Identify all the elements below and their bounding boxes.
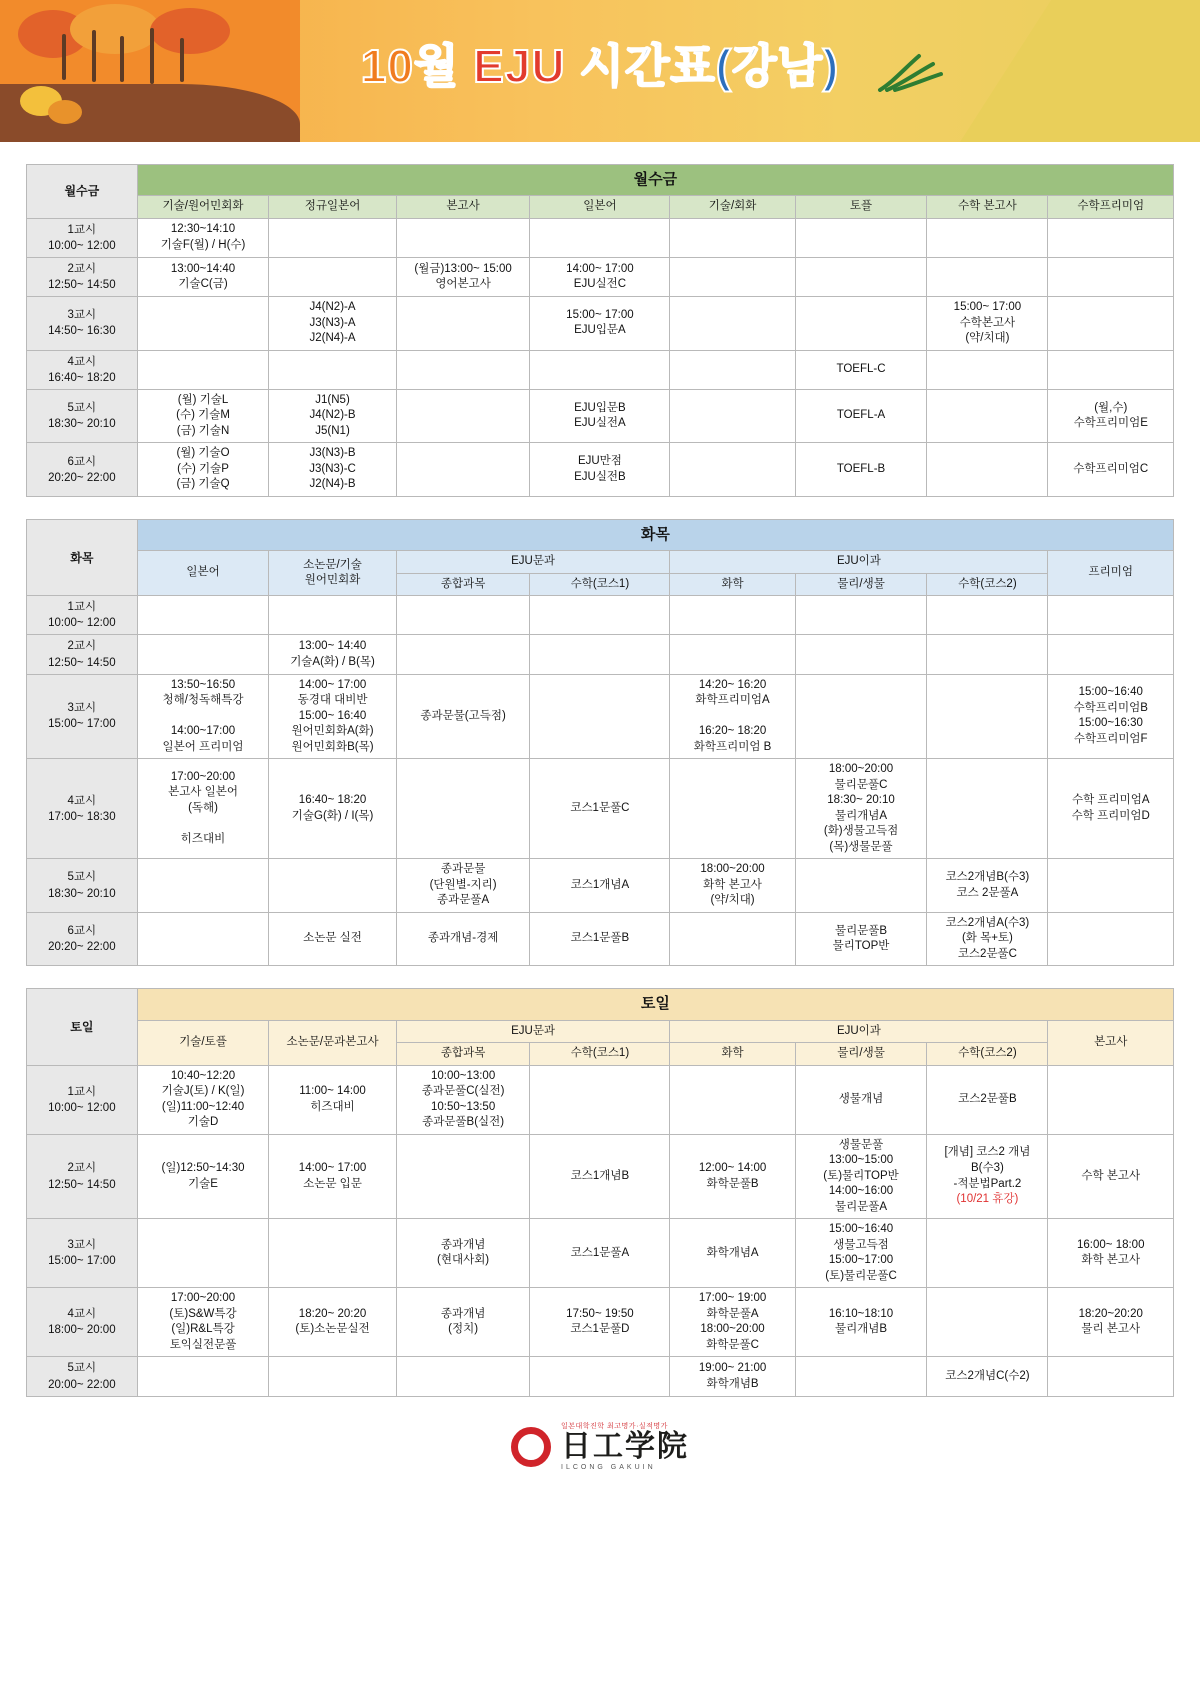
schedule-cell: 수학프리미엄C (1048, 443, 1174, 497)
schedule-cell (396, 759, 530, 859)
column-header: 토플 (795, 196, 927, 219)
schedule-cell: 17:50~ 19:50 코스1문풀D (530, 1288, 670, 1357)
group-header: EJU이과 (670, 551, 1048, 574)
schedule-cell (396, 297, 530, 351)
schedule-cell (530, 674, 670, 759)
title-part-month: 10월 (360, 40, 474, 92)
schedule-cell: 물리문풀B 물리TOP반 (795, 912, 927, 966)
schedule-cell (927, 1288, 1048, 1357)
schedule-cell: 16:00~ 18:00 화학 본고사 (1048, 1219, 1174, 1288)
schedule-cell (530, 1065, 670, 1134)
period-time-cell: 2교시 12:50~ 14:50 (27, 1134, 138, 1219)
schedule-cell (670, 389, 795, 443)
group-header: EJU문과 (396, 1020, 670, 1043)
period-time-cell: 4교시 16:40~ 18:20 (27, 350, 138, 389)
footer-logo (0, 1423, 1200, 1471)
section-title: 토일 (137, 989, 1173, 1020)
period-time-cell: 6교시 20:20~ 22:00 (27, 443, 138, 497)
schedule-cell: TOEFL-B (795, 443, 927, 497)
schedule-cell (137, 1219, 269, 1288)
schedule-cell (396, 1357, 530, 1396)
schedule-cell (137, 859, 269, 913)
schedule-cell: 종과개념-경제 (396, 912, 530, 966)
schedule-cell (1048, 257, 1174, 296)
schedule-cell (137, 297, 269, 351)
table-row (27, 218, 1174, 257)
schedule-cell (670, 350, 795, 389)
schedule-cell (269, 257, 396, 296)
schedule-cell: J4(N2)-A J3(N3)-A J2(N4)-A (269, 297, 396, 351)
schedule-cell: 15:00~16:40 생물고득점 15:00~17:00 (토)물리문풀C (795, 1219, 927, 1288)
title-part-eju: EJU (473, 40, 580, 92)
schedule-cell: 생물문풀 13:00~15:00 (토)물리TOP반 14:00~16:00 물리문풀A (795, 1134, 927, 1219)
schedule-cell: 14:00~ 17:00 소논문 입문 (269, 1134, 396, 1219)
schedule-cell (530, 218, 670, 257)
schedule-cell: 18:20~ 20:20 (토)소논문실전 (269, 1288, 396, 1357)
column-header: 소논문/기술 원어민회화 (269, 551, 396, 596)
schedule-cell: 소논문 실전 (269, 912, 396, 966)
schedule-cell (1048, 350, 1174, 389)
column-header: 수학(코스1) (530, 1043, 670, 1066)
period-time-cell: 2교시 12:50~ 14:50 (27, 257, 138, 296)
schedule-cell (795, 257, 927, 296)
column-header: 프리미엄 (1048, 551, 1174, 596)
schedule-cell (530, 596, 670, 635)
schedule-cell (795, 1357, 927, 1396)
schedule-cell (670, 596, 795, 635)
period-time-cell: 2교시 12:50~ 14:50 (27, 635, 138, 674)
column-header: 물리/생물 (795, 1043, 927, 1066)
period-time-cell: 3교시 15:00~ 17:00 (27, 674, 138, 759)
table-row (27, 1134, 1174, 1219)
schedule-cell (1048, 218, 1174, 257)
schedule-cell (269, 218, 396, 257)
schedule-cell: 12:00~ 14:00 화학문풀B (670, 1134, 795, 1219)
table-row (27, 350, 1174, 389)
corner-label: 화목 (27, 519, 138, 595)
schedule-cell: 14:00~ 17:00 EJU실전C (530, 257, 670, 296)
schedule-cell: 코스2개념C(수2) (927, 1357, 1048, 1396)
schedule-cell (670, 1065, 795, 1134)
schedule-cell: 13:50~16:50 청해/청독해특강 14:00~17:00 일본어 프리미엄 (137, 674, 269, 759)
schedule-cell: 19:00~ 21:00 화학개념B (670, 1357, 795, 1396)
period-time-cell: 3교시 15:00~ 17:00 (27, 1219, 138, 1288)
schedule-cell: 코스1개념B (530, 1134, 670, 1219)
schedule-cell: 14:20~ 16:20 화학프리미엄A 16:20~ 18:20 화학프리미엄 B (670, 674, 795, 759)
schedule-cell: (월) 기술L (수) 기술M (금) 기술N (137, 389, 269, 443)
schedule-cell: EJU입문B EJU실전A (530, 389, 670, 443)
table-row (27, 1219, 1174, 1288)
table-row (27, 674, 1174, 759)
schedule-cell (269, 1219, 396, 1288)
schedule-cell (795, 859, 927, 913)
schedule-cell (530, 350, 670, 389)
schedule-cell (670, 443, 795, 497)
title-part-schedule: 시간표 (579, 40, 716, 92)
schedule-cell (927, 674, 1048, 759)
schedule-cell (795, 297, 927, 351)
schedule-cell (1048, 596, 1174, 635)
column-header: 일본어 (137, 551, 269, 596)
schedule-cell (137, 1357, 269, 1396)
column-header: 수학(코스1) (530, 573, 670, 596)
schedule-cell: 13:00~14:40 기술C(금) (137, 257, 269, 296)
schedule-cell (670, 257, 795, 296)
schedule-cell: 18:20~20:20 물리 본고사 (1048, 1288, 1174, 1357)
table-satsun (26, 988, 1174, 1396)
column-header: 수학프리미엄 (1048, 196, 1174, 219)
schedule-cell (927, 218, 1048, 257)
table-row (27, 759, 1174, 859)
schedule-cell: 코스1개념A (530, 859, 670, 913)
schedule-cell: 종과문물(고득점) (396, 674, 530, 759)
column-header: 수학(코스2) (927, 573, 1048, 596)
schedule-cell (670, 912, 795, 966)
corner-label: 월수금 (27, 165, 138, 219)
schedule-cell: (월금)13:00~ 15:00 영어본고사 (396, 257, 530, 296)
schedule-cell: (일)12:50~14:30 기술E (137, 1134, 269, 1219)
section-title: 월수금 (137, 165, 1173, 196)
schedule-cell: J3(N3)-B J3(N3)-C J2(N4)-B (269, 443, 396, 497)
schedule-cell: 12:30~14:10 기술F(월) / H(수) (137, 218, 269, 257)
schedule-cell: TOEFL-C (795, 350, 927, 389)
period-time-cell: 4교시 17:00~ 18:30 (27, 759, 138, 859)
column-header: 본고사 (396, 196, 530, 219)
schedule-cell (1048, 297, 1174, 351)
schedule-cell: 종과문물 (단원별-지리) 종과문풀A (396, 859, 530, 913)
column-header: 정규일본어 (269, 196, 396, 219)
schedule-cell: 수학 프리미엄A 수학 프리미엄D (1048, 759, 1174, 859)
logo-subtitle: 일본대학진학 최고명가·실적명가 (561, 1422, 668, 1430)
schedule-cell: 코스2문풀B (927, 1065, 1048, 1134)
schedule-cell: 코스1문풀C (530, 759, 670, 859)
logo-romanization: ILCONG GAKUIN (561, 1463, 656, 1471)
schedule-cell: 15:00~16:40 수학프리미엄B 15:00~16:30 수학프리미엄F (1048, 674, 1174, 759)
schedule-cell: 15:00~ 17:00 수학본고사 (약/치대) (927, 297, 1048, 351)
schedule-cell: 13:00~ 14:40 기술A(화) / B(목) (269, 635, 396, 674)
table-row (27, 859, 1174, 913)
schedule-cell: (월,수) 수학프리미엄E (1048, 389, 1174, 443)
schedule-cell: 종과개념 (현대사회) (396, 1219, 530, 1288)
schedule-cell: 16:10~18:10 물리개념B (795, 1288, 927, 1357)
schedule-cell (396, 635, 530, 674)
schedule-cell (137, 596, 269, 635)
tables-container (0, 164, 1200, 1397)
period-time-cell: 1교시 10:00~ 12:00 (27, 1065, 138, 1134)
column-header: 본고사 (1048, 1020, 1174, 1065)
schedule-cell: EJU만점 EJU실전B (530, 443, 670, 497)
page-banner (0, 0, 1200, 142)
schedule-cell (795, 218, 927, 257)
schedule-cell: 코스1문풀A (530, 1219, 670, 1288)
schedule-cell (670, 759, 795, 859)
period-time-cell: 5교시 18:30~ 20:10 (27, 389, 138, 443)
schedule-cell (927, 635, 1048, 674)
schedule-cell: (월) 기술O (수) 기술P (금) 기술Q (137, 443, 269, 497)
schedule-cell (137, 350, 269, 389)
schedule-cell: 15:00~ 17:00 EJU입문A (530, 297, 670, 351)
schedule-cell (927, 443, 1048, 497)
table-row (27, 912, 1174, 966)
schedule-cell (137, 912, 269, 966)
schedule-cell: [개념] 코스2 개념 B(수3) -적분법Part.2 (10/21 휴강) (927, 1134, 1048, 1219)
table-row (27, 635, 1174, 674)
schedule-cell (396, 218, 530, 257)
schedule-cell: 18:00~20:00 물리문풀C 18:30~ 20:10 물리개념A (화)생물고득점 (목)생물문풀 (795, 759, 927, 859)
schedule-cell: 11:00~ 14:00 히즈대비 (269, 1065, 396, 1134)
table-monwedfri (26, 164, 1174, 497)
schedule-cell (1048, 912, 1174, 966)
schedule-cell: 코스2개념B(수3) 코스 2문풀A (927, 859, 1048, 913)
schedule-cell (927, 759, 1048, 859)
period-time-cell: 5교시 20:00~ 22:00 (27, 1357, 138, 1396)
table-row (27, 389, 1174, 443)
table-row (27, 443, 1174, 497)
schedule-cell (396, 350, 530, 389)
column-header: 기술/토플 (137, 1020, 269, 1065)
schedule-cell (1048, 859, 1174, 913)
period-time-cell: 3교시 14:50~ 16:30 (27, 297, 138, 351)
schedule-cell: TOEFL-A (795, 389, 927, 443)
column-header: 기술/원어민회화 (137, 196, 269, 219)
group-header: EJU문과 (396, 551, 670, 574)
schedule-cell: 10:40~12:20 기술J(토) / K(일) (일)11:00~12:40 기술D (137, 1065, 269, 1134)
column-header: 수학 본고사 (927, 196, 1048, 219)
schedule-cell: 코스1문풀B (530, 912, 670, 966)
schedule-cell (137, 635, 269, 674)
table-row (27, 297, 1174, 351)
table-tuethu (26, 519, 1174, 966)
group-header: EJU이과 (670, 1020, 1048, 1043)
schedule-cell: 10:00~13:00 종과문풀C(실전) 10:50~13:50 종과문풀B(실전) (396, 1065, 530, 1134)
schedule-cell (396, 596, 530, 635)
table-row (27, 1288, 1174, 1357)
schedule-cell (269, 1357, 396, 1396)
schedule-cell (530, 635, 670, 674)
schedule-cell (396, 1134, 530, 1219)
table-row (27, 596, 1174, 635)
logo-ring-icon (511, 1427, 551, 1467)
column-header: 화학 (670, 573, 795, 596)
schedule-cell (1048, 635, 1174, 674)
table-row (27, 1065, 1174, 1134)
schedule-cell (927, 389, 1048, 443)
title-part-branch: (강남) (715, 40, 840, 92)
schedule-cell: 18:00~20:00 화학 본고사 (약/치대) (670, 859, 795, 913)
period-time-cell: 4교시 18:00~ 20:00 (27, 1288, 138, 1357)
schedule-cell (396, 389, 530, 443)
schedule-cell: 17:00~20:00 본고사 일본어 (독해) 히즈대비 (137, 759, 269, 859)
schedule-cell (396, 443, 530, 497)
schedule-cell: 17:00~ 19:00 화학문풀A 18:00~20:00 화학문풀C (670, 1288, 795, 1357)
schedule-cell: 17:00~20:00 (토)S&W특강 (일)R&L특강 토익실전문풀 (137, 1288, 269, 1357)
column-header: 일본어 (530, 196, 670, 219)
page-title (0, 30, 1200, 96)
schedule-cell (795, 596, 927, 635)
schedule-cell (927, 257, 1048, 296)
column-header: 화학 (670, 1043, 795, 1066)
schedule-cell (795, 635, 927, 674)
corner-label: 토일 (27, 989, 138, 1065)
schedule-cell: 화학개념A (670, 1219, 795, 1288)
cancelled-note: (10/21 휴강) (956, 1193, 1019, 1206)
schedule-cell (269, 859, 396, 913)
schedule-cell (670, 218, 795, 257)
leaf-blob-5 (48, 100, 82, 124)
column-header: 소논문/문과본고사 (269, 1020, 396, 1065)
column-header: 물리/생물 (795, 573, 927, 596)
schedule-cell: 종과개념 (정치) (396, 1288, 530, 1357)
schedule-cell (927, 596, 1048, 635)
schedule-cell (670, 297, 795, 351)
table-row (27, 257, 1174, 296)
schedule-cell (795, 674, 927, 759)
schedule-cell: 생물개념 (795, 1065, 927, 1134)
schedule-cell: J1(N5) J4(N2)-B J5(N1) (269, 389, 396, 443)
schedule-cell (530, 1357, 670, 1396)
column-header: 기술/회화 (670, 196, 795, 219)
period-time-cell: 1교시 10:00~ 12:00 (27, 218, 138, 257)
column-header: 종합과목 (396, 573, 530, 596)
period-time-cell: 6교시 20:20~ 22:00 (27, 912, 138, 966)
section-title: 화목 (137, 519, 1173, 550)
schedule-cell (269, 350, 396, 389)
schedule-cell: 14:00~ 17:00 동경대 대비반 15:00~ 16:40 원어민회화A(화) 원어민회화B(목) (269, 674, 396, 759)
table-row (27, 1357, 1174, 1396)
column-header: 종합과목 (396, 1043, 530, 1066)
schedule-cell (1048, 1065, 1174, 1134)
logo-name: 日工学院 (561, 1429, 689, 1463)
schedule-cell (927, 350, 1048, 389)
schedule-cell (670, 635, 795, 674)
period-time-cell: 1교시 10:00~ 12:00 (27, 596, 138, 635)
column-header: 수학(코스2) (927, 1043, 1048, 1066)
schedule-cell (927, 1219, 1048, 1288)
schedule-cell: 코스2개념A(수3) (화 목+토) 코스2문풀C (927, 912, 1048, 966)
period-time-cell: 5교시 18:30~ 20:10 (27, 859, 138, 913)
schedule-cell (269, 596, 396, 635)
schedule-cell: 16:40~ 18:20 기술G(화) / I(목) (269, 759, 396, 859)
schedule-cell (1048, 1357, 1174, 1396)
schedule-cell: 수학 본고사 (1048, 1134, 1174, 1219)
